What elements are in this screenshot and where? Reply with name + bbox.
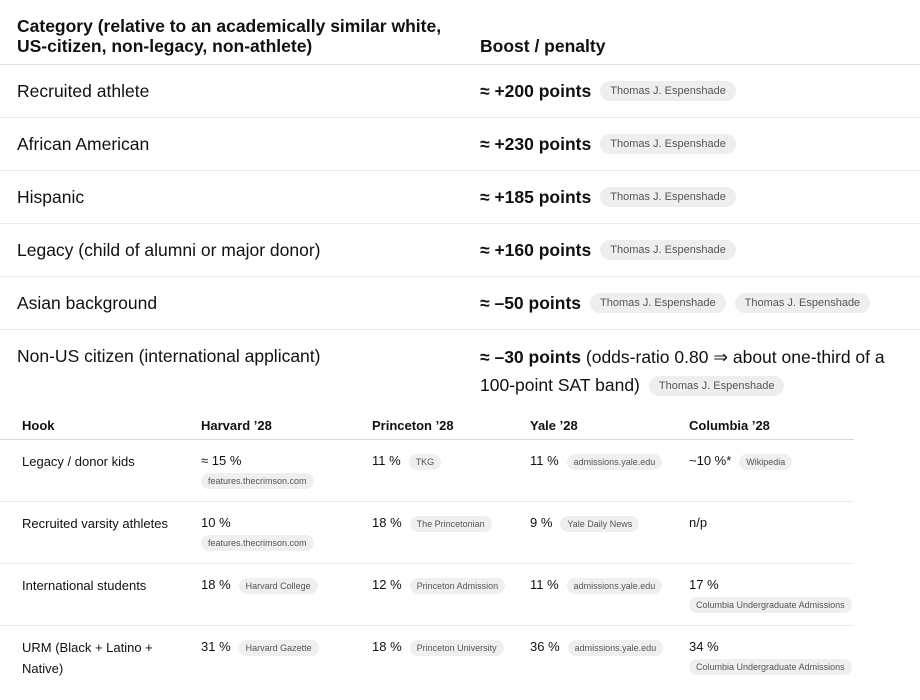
source-chip[interactable]: Columbia Undergraduate Admissions xyxy=(689,597,852,613)
boost-value: ≈ –50 points xyxy=(480,293,582,313)
category-cell: Non-US citizen (international applicant) xyxy=(17,346,321,366)
share-value: 18 % xyxy=(201,577,231,592)
boost-value: ≈ +160 points xyxy=(480,240,592,260)
yale-column-header: Yale ’28 xyxy=(530,418,578,433)
category-cell: Asian background xyxy=(17,293,158,313)
princeton-cell xyxy=(372,577,505,594)
boost-row-legacy xyxy=(0,224,920,277)
source-chip[interactable]: Thomas J. Espenshade xyxy=(649,376,785,396)
hook-cell: Recruited varsity athletes xyxy=(22,516,168,531)
share-value: 11 % xyxy=(530,577,559,592)
columbia-cell xyxy=(689,453,792,470)
boost-cell xyxy=(480,134,900,154)
princeton-cell xyxy=(372,639,504,656)
yale-cell xyxy=(530,639,663,656)
boost-row-recruited-athlete xyxy=(0,65,920,118)
boost-cell xyxy=(480,240,900,260)
share-value: ~10 %* xyxy=(689,453,732,468)
hook-row-urm xyxy=(0,626,854,688)
columbia-cell xyxy=(689,639,852,675)
harvard-cell xyxy=(201,639,319,656)
boost-cell xyxy=(480,187,900,207)
boost-value: ≈ +230 points xyxy=(480,134,592,154)
source-chip[interactable]: Thomas J. Espenshade xyxy=(600,134,736,154)
source-chip[interactable]: features.thecrimson.com xyxy=(201,535,314,551)
yale-cell xyxy=(530,515,639,532)
source-chip[interactable]: features.thecrimson.com xyxy=(201,473,314,489)
share-value: 34 % xyxy=(689,639,719,654)
source-chip[interactable]: Thomas J. Espenshade xyxy=(600,81,736,101)
share-value: 18 % xyxy=(372,639,402,654)
harvard-cell xyxy=(201,515,314,551)
share-value: n/p xyxy=(689,515,708,530)
share-value: 18 % xyxy=(372,515,402,530)
hook-column-header: Hook xyxy=(22,418,55,433)
share-value: 31 % xyxy=(201,639,231,654)
boost-row-international xyxy=(0,330,920,404)
yale-cell xyxy=(530,577,662,594)
hook-row-athletes xyxy=(0,502,854,564)
hook-cell: International students xyxy=(22,578,147,593)
share-value: ≈ 15 % xyxy=(201,453,242,468)
share-value: 10 % xyxy=(201,515,231,530)
boost-row-asian xyxy=(0,277,920,330)
harvard-cell xyxy=(201,453,314,489)
hook-cell: URM (Black + Latino + Native) xyxy=(22,640,153,676)
share-value: 9 % xyxy=(530,515,553,530)
source-chip[interactable]: The Princetonian xyxy=(410,516,492,532)
boost-table-header xyxy=(0,0,920,65)
boost-cell xyxy=(480,293,900,313)
source-chip[interactable]: Yale Daily News xyxy=(560,516,639,532)
share-value: 17 % xyxy=(689,577,719,592)
source-chip[interactable]: Princeton University xyxy=(410,640,504,656)
source-chip[interactable]: Wikipedia xyxy=(739,454,792,470)
hook-share-table xyxy=(0,405,920,688)
category-cell: African American xyxy=(17,134,150,154)
share-value: 12 % xyxy=(372,577,402,592)
harvard-cell xyxy=(201,577,318,594)
source-chip[interactable]: admissions.yale.edu xyxy=(568,640,664,656)
share-value: 11 % xyxy=(530,453,559,468)
boost-value: ≈ +185 points xyxy=(480,187,592,207)
hook-row-international xyxy=(0,564,854,626)
boost-note: (odds-ratio 0.80 ⇒ about one-third of a 100-point SAT band) xyxy=(480,347,885,395)
boost-value: ≈ +200 points xyxy=(480,81,592,101)
source-chip[interactable]: Thomas J. Espenshade xyxy=(600,187,736,207)
columbia-cell xyxy=(689,577,852,613)
share-value: 36 % xyxy=(530,639,560,654)
boost-column-header: Boost / penalty xyxy=(480,36,606,56)
category-cell: Hispanic xyxy=(17,187,85,207)
princeton-column-header: Princeton ’28 xyxy=(372,418,454,433)
boost-row-african-american xyxy=(0,118,920,171)
columbia-column-header: Columbia ’28 xyxy=(689,418,770,433)
boost-cell xyxy=(480,81,900,101)
source-chip[interactable]: Thomas J. Espenshade xyxy=(590,293,726,313)
source-chip[interactable]: TKG xyxy=(409,454,442,470)
share-value: 11 % xyxy=(372,453,401,468)
source-chip[interactable]: Columbia Undergraduate Admissions xyxy=(689,659,852,675)
columbia-cell xyxy=(689,515,707,531)
boost-row-hispanic xyxy=(0,171,920,224)
source-chip[interactable]: Thomas J. Espenshade xyxy=(600,240,736,260)
source-chip[interactable]: Harvard College xyxy=(239,578,318,594)
hook-row-legacy xyxy=(0,440,854,502)
boost-cell xyxy=(480,343,900,399)
source-chip[interactable]: Thomas J. Espenshade xyxy=(735,293,871,313)
source-chip[interactable]: admissions.yale.edu xyxy=(567,578,663,594)
source-chip[interactable]: Princeton Admission xyxy=(410,578,506,594)
category-column-header: Category (relative to an academically similar white, US-citizen, non-legacy, non-athlete) xyxy=(17,16,442,56)
harvard-column-header: Harvard ’28 xyxy=(201,418,272,433)
hook-cell: Legacy / donor kids xyxy=(22,454,135,469)
princeton-cell xyxy=(372,515,492,532)
yale-cell xyxy=(530,453,662,470)
boost-value: ≈ –30 points xyxy=(480,347,582,367)
hook-table-header xyxy=(0,405,854,440)
source-chip[interactable]: admissions.yale.edu xyxy=(567,454,663,470)
source-chip[interactable]: Harvard Gazette xyxy=(239,640,319,656)
category-cell: Legacy (child of alumni or major donor) xyxy=(17,240,321,260)
princeton-cell xyxy=(372,453,441,470)
category-cell: Recruited athlete xyxy=(17,81,150,101)
